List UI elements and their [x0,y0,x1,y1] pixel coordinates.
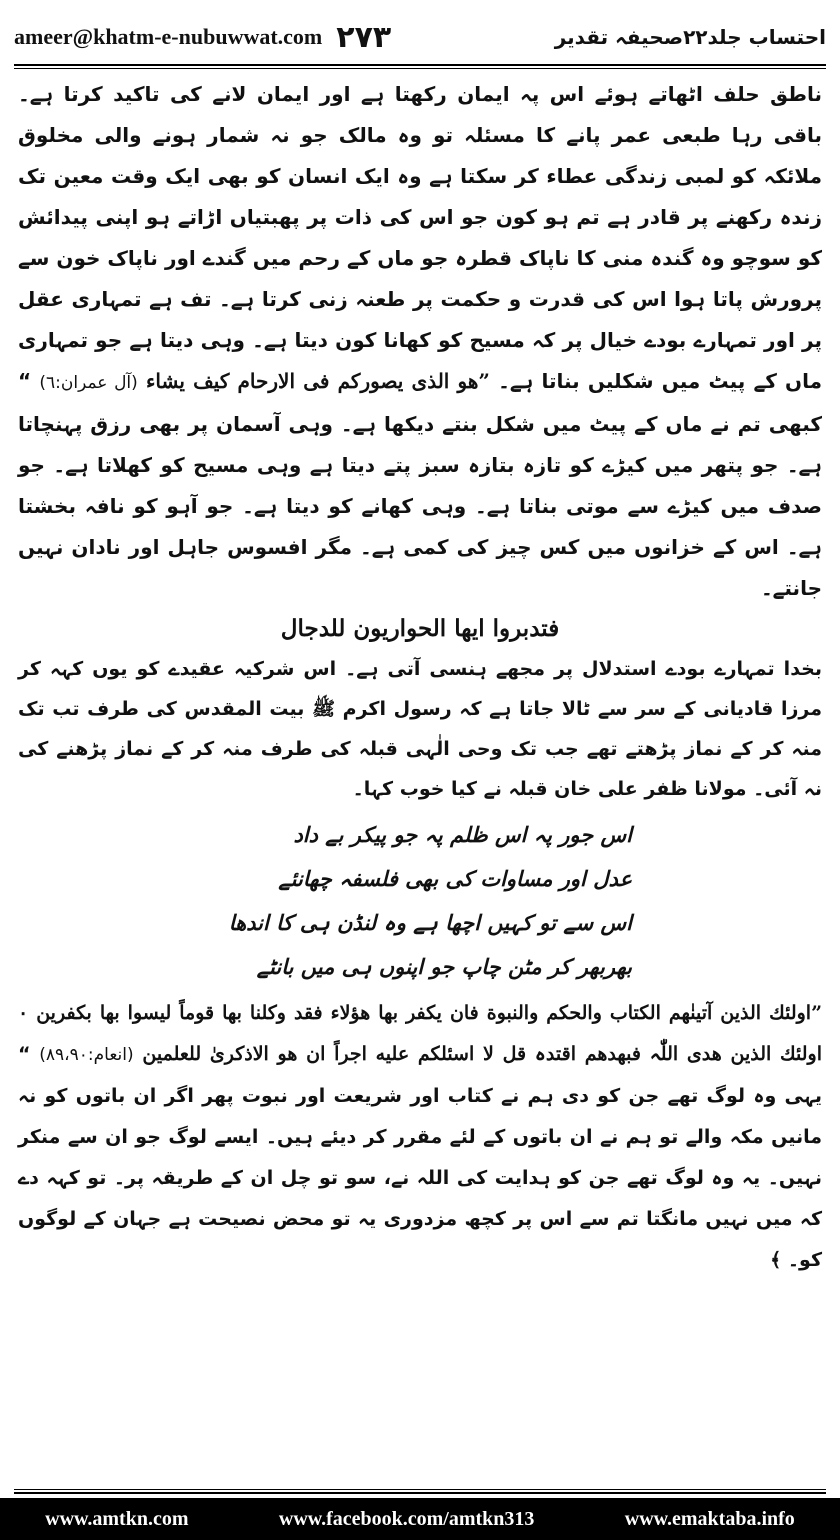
poem-line: اس جور پہ اس ظلم پہ جو پیکر بے داد [293,822,632,847]
page-body [18,74,822,1478]
footer-link-amtkn[interactable]: www.amtkn.com [45,1507,189,1530]
footer-link-emaktaba[interactable]: www.emaktaba.info [624,1507,795,1530]
header-rule-thin [14,68,826,69]
poem-line: اس سے تو کہیں اچھا ہے وہ لنڈن ہی کا اندھا [228,910,632,935]
footer-rule [14,1492,826,1494]
page-footer [0,1498,840,1540]
ayah-quote-2: ”اولئك الذین آتینٰھم الکتاب والحکم والنبوة فان یکفر بھا ھؤلاء فقد وکلنا بھا قوماً لیسوا بھا بکفرین ۰ اولئك الذین ھدی اللّٰہ فبھدھم اقتدہ قل لا اسئلکم علیه اجراً ان ھو الاذکریٰ للعلمین [18,1002,823,1065]
ayah-reference-1: (آل عمران:٦) [39,373,138,393]
poem-line: عدل اور مساوات کی بھی فلسفہ چھانئے [278,866,632,891]
footer-link-facebook[interactable]: www.facebook.com/amtkn313 [278,1507,535,1530]
book-title: احتساب جلد۲۲صحیفہ تقدیر [554,25,826,49]
section-heading: فتدبروا ایھا الحواریون للدجال [280,615,560,642]
page-header [14,8,826,66]
ayah-reference-2: (انعام:۸۹،۹۰) [39,1045,134,1065]
header-rule [14,64,826,66]
paragraph-1 [18,74,822,609]
header-email: ameer@khatm-e-nubuwwat.com [14,24,323,49]
poem-line: بھربھر کر مٹن چاپ جو اپنوں ہی میں بانٹے [256,954,632,979]
paragraph-1-continuation: “ کبھی تم نے ماں کے پیٹ میں شکل بنتے دیکھا ہے۔ وہی آسمان پر بھی رزق پہنچاتا ہے۔ جو پتھر میں کیڑے کو تازہ بتازہ سبز پتے دیتا ہے وہی مسیح کو کھلاتا ہے۔ جو صدف میں کیڑے سے موتی بناتا ہے۔ وہی کھانے کو دیتا ہے۔ جو آہو کو نافہ بخشتا ہے۔ اس کے خزانوں میں کس چیز کی کمی ہے۔ مگر افسوس جاہل اور نادان نہیں جانتے۔ [18,369,822,600]
paragraph-3 [18,993,822,1281]
footer-rule-thin [14,1489,826,1490]
page-number: ۲۷۳ [336,19,392,55]
ayah-translation: “ یہی وہ لوگ تھے جن کو دی ہم نے کتاب اور شریعت اور نبوت پھر اگر ان باتوں کو نہ مانیں مکہ والے تو ہم نے ان باتوں کے لئے مقرر کر دیئے ہیں۔ ایسے لوگ جو ان سے منکر نہیں۔ یہ وہ لوگ تھے جن کو ہدایت کی اللہ نے، سو تو چل ان کے طریقہ پر۔ تو کہہ دے کہ میں نہیں مانگتا تم سے اس پر کچھ مزدوری یہ تو محض نصیحت ہے جہان کے لوگوں کو۔ ﴾ [18,1043,822,1271]
header-left [14,20,391,55]
poem [18,813,822,989]
ayah-quote-1: ”ھو الذی یصورکم فی الارحام کیف یشاء [145,369,490,393]
paragraph-1-text: ناطق حلف اٹھاتے ہوئے اس پہ ایمان رکھتا ہے اور ایمان لانے کی تاکید کرتا ہے۔ باقی رہا طبعی عمر پانے کا مسئلہ تو وہ مالک جو نہ شمار ہونے والی مخلوق ملائکہ کو لمبی زندگی عطاء کر سکتا ہے وہ ایک انسان کو بھی ایک وقت معین تک زندہ رکھنے پر قادر ہے تم ہو کون جو اس کی ذات پر پھبتیاں اڑاتے ہو اپنی پیدائش کو سوچو وہ گندہ منی کا ناپاک قطرہ جو ماں کے رحم میں گندے اور ناپاک خون سے پرورش پاتا ہوا اس کی قدرت و حکمت پر طعنہ زنی کرتا ہے۔ تف ہے تمہاری عقل پر اور تمہارے بودے خیال پر کہ مسیح کو کھانا کون دیتا ہے۔ وہی دیتا ہے جو تمہاری ماں کے پیٹ میں شکلیں بناتا ہے۔ [18,82,822,393]
paragraph-2: بخدا تمہارے بودے استدلال پر مجھے ہنسی آتی ہے۔ اس شرکیہ عقیدے کو یوں کہہ کر مرزا قادیانی کے سر سے ٹالا جاتا ہے کہ رسول اکرم ﷺ بیت المقدس کی طرف تب تک منہ کر کے نماز پڑھتے تھے جب تک وحی الٰہی قبلہ کی طرف منہ کر کے نماز پڑھنے کی نہ آئی۔ مولانا ظفر علی خان قبلہ نے کیا خوب کہا۔ [18,658,822,800]
